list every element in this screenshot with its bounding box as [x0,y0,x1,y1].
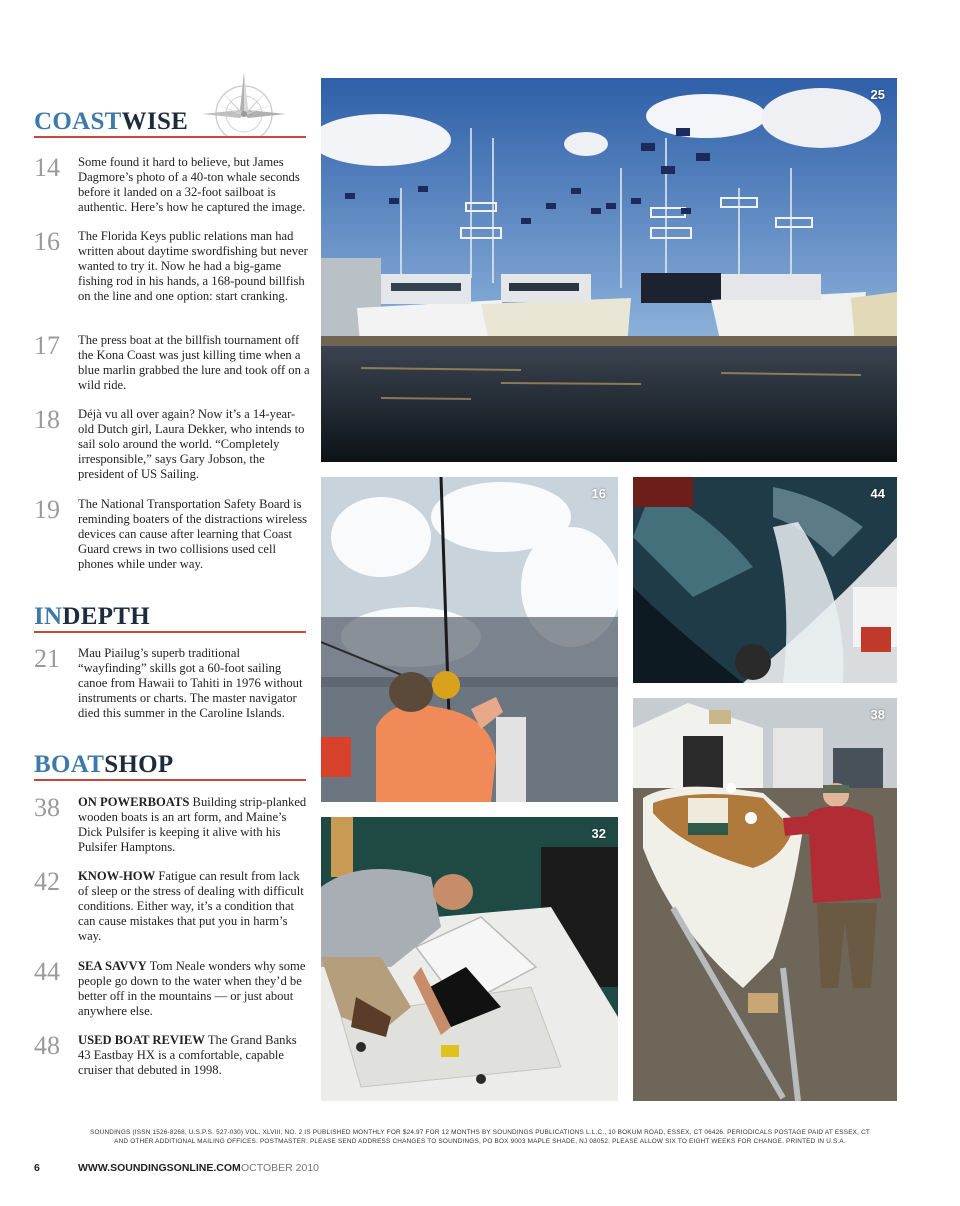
legal-line: AND OTHER ADDITIONAL MAILING OFFICES. POSTMASTER: PLEASE SEND ADDRESS CHANGES TO SOUNDINGS, PO BOX 9003 MAPLE SHADE, NJ 08052. PLEASE ALLOW SIX TO EIGHT WEEKS FOR CHANGE. PRINTED IN U.S.A. [114,1138,846,1145]
page-number: 44 [34,957,60,986]
entry-lead: SEA SAVVY [78,959,147,973]
folio-page-number: 6 [34,1162,40,1174]
page-number: 14 [34,153,60,182]
page-number: 38 [34,793,60,822]
photo-fishing[interactable] [321,477,618,802]
legal-notice [90,1128,870,1146]
photo-marina[interactable] [321,78,897,462]
entry-lead: USED BOAT REVIEW [78,1033,205,1047]
page-number: 21 [34,644,60,673]
entry-body: Fatigue can result from lack of sleep or the stress of dealing with difficult conditions. Either way, it’s a condition that can cause mistakes that put you in harm’s way. [78,869,304,943]
entry-text [78,1033,310,1078]
entry-body: Tom Neale wonders why some people go down to the water when they’d be better off in the mountains — or just about anywhere else. [78,959,306,1018]
photo-page-number: 32 [591,826,606,841]
entry-text: The National Transportation Safety Board is reminding boaters of the distractions wireless devices can cause after learning that Coast Guard crews in two collisions used cell phones while under way. [78,497,308,571]
section-title: COASTWISE [34,108,189,135]
entry-text [78,959,310,1019]
folio-issue-date: OCTOBER 2010 [241,1162,320,1174]
entry-text: Mau Piailug’s superb traditional “wayfinding” skills got a 60-foot sailing canoe from Hawaii to Tahiti in 1976 without instruments or charts. The master navigator died this summer in the Caroline Islands. [78,646,303,720]
entry-text: Déjà vu all over again? Now it’s a 14-year-old Dutch girl, Laura Dekker, who intends to sail solo around the world. “Completely irresponsible,” says Gary Jobson, the president of US Sailing. [78,407,305,481]
entry-body: Building strip-planked wooden boats is an art form, and Maine’s Dick Pulsifer is keeping it alive with his Pulsifer Hamptons. [78,795,307,854]
page-number: 48 [34,1031,60,1060]
section-title: BOATSHOP [34,751,174,778]
photo-page-number: 25 [870,87,885,102]
page-number: 16 [34,227,60,256]
page-number: 18 [34,405,60,434]
section-header-boatshop [34,753,306,781]
entry-text: Some found it hard to believe, but James Dagmore’s photo of a 40-ton whale seconds before it landed on a 32-foot sailboat is authentic. Here’s how he captured the image. [78,155,306,214]
entry-text: The press boat at the billfish tournament off the Kona Coast was just killing time when a blue marlin grabbed the lure and took off on a wild ride. [78,333,310,392]
entry-text [78,795,310,855]
section-header-coastwise [34,110,306,138]
photo-page-number: 38 [870,707,885,722]
entry-lead: ON POWERBOATS [78,795,190,809]
entry-text [78,869,310,944]
section-header-indepth [34,605,306,633]
photo-page-number: 16 [591,486,606,501]
page-number: 17 [34,331,60,360]
page-number: 42 [34,867,60,896]
entry-lead: KNOW-HOW [78,869,156,883]
entry-body: The Grand Banks 43 Eastbay HX is a comfortable, capable cruiser that debuted in 1998. [78,1033,297,1077]
folio-website-link[interactable]: WWW.SOUNDINGSONLINE.COM [78,1162,241,1174]
photo-wooden-boat[interactable] [633,698,897,1101]
section-title: INDEPTH [34,603,151,630]
entry-text: The Florida Keys public relations man had written about daytime swordfishing but never wanted to try it. Now he had a big-game fishing rod in his hands, a 168-pound billfish on the line and one option: start cranking. [78,229,308,303]
legal-line: SOUNDINGS (ISSN 1526-8268, U.S.P.S. 527-030) VOL. XLVIII, NO. 2 IS PUBLISHED MONTHLY FOR $24.97 FOR 12 MONTHS BY SOUNDINGS PUBLICATIONS L.L.C., 10 BOKUM ROAD, ESSEX, CT 06426. PERIODICALS POSTAGE PAID AT ESSEX, CT [90,1129,871,1136]
photo-hull[interactable] [633,477,897,683]
photo-console[interactable] [321,817,618,1101]
photo-page-number: 44 [870,486,885,501]
page-number: 19 [34,495,60,524]
